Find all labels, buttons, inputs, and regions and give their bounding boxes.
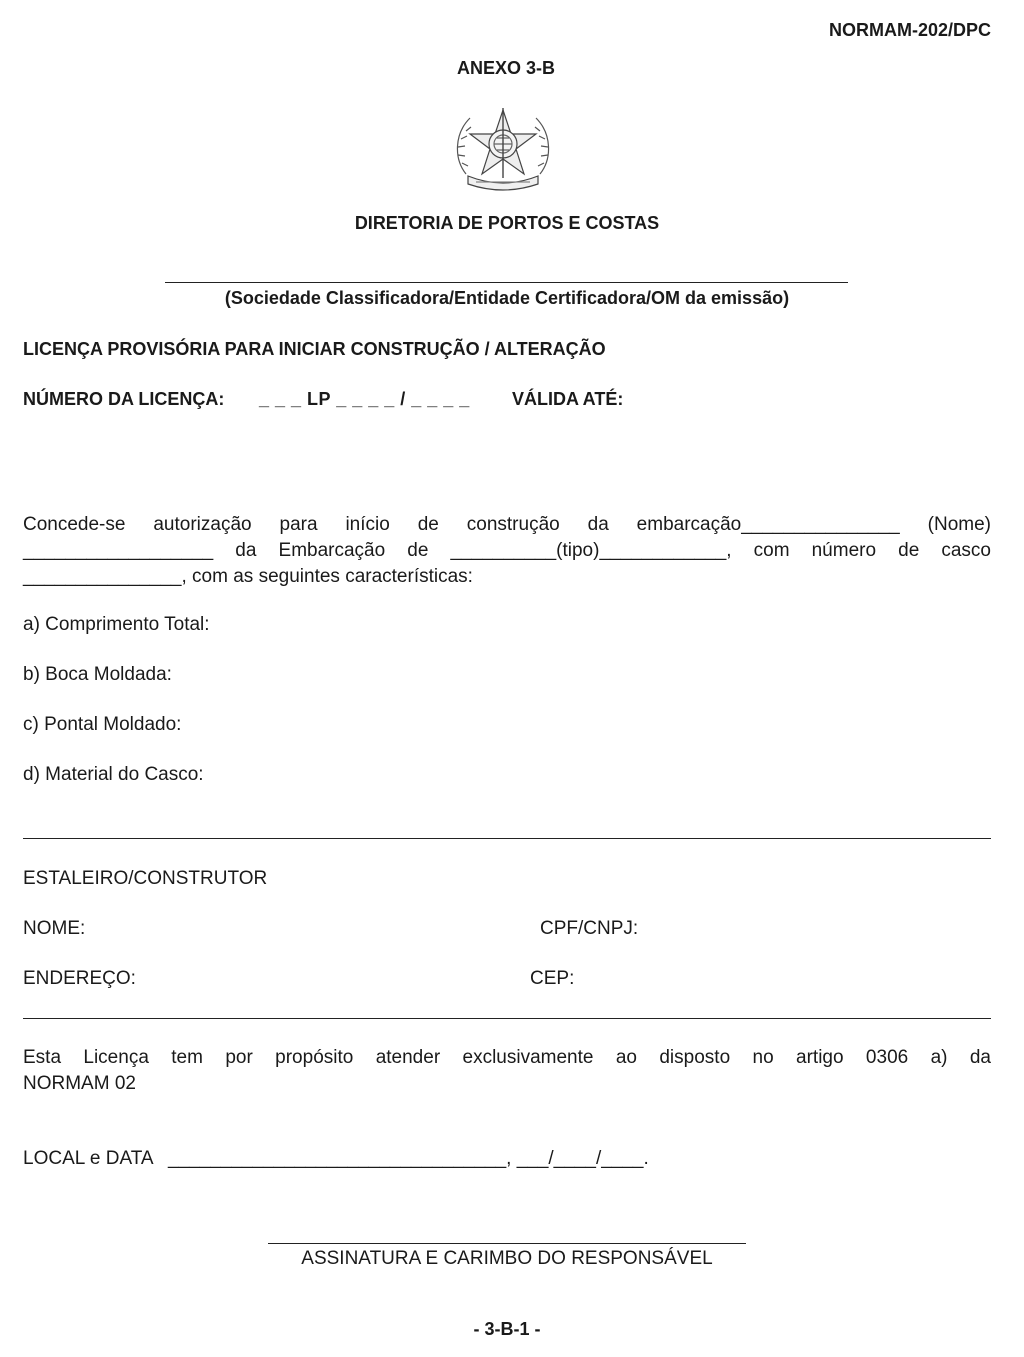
characteristic-hull-material: d) Material do Casco: bbox=[23, 764, 204, 785]
purpose-line-2: NORMAM 02 bbox=[23, 1073, 136, 1094]
section-divider bbox=[23, 838, 991, 839]
section-divider-2 bbox=[23, 1018, 991, 1019]
issuer-caption: (Sociedade Classificadora/Entidade Certificadora/OM da emissão) bbox=[224, 288, 790, 308]
authorization-line-2: __________________ da Embarcação de __________(tipo)____________, com número de casco bbox=[23, 540, 991, 561]
page-number: - 3-B-1 - bbox=[473, 1319, 541, 1339]
builder-cep-label: CEP: bbox=[530, 968, 575, 989]
coat-of-arms-seal bbox=[448, 104, 558, 194]
authorization-paragraph bbox=[23, 512, 991, 590]
license-number-format: _ _ _ LP _ _ _ _ / _ _ _ _ bbox=[259, 389, 470, 409]
authorization-line-1: Concede-se autorização para início de construção da embarcação_______________ (Nome) bbox=[23, 514, 991, 535]
characteristic-beam: b) Boca Moldada: bbox=[23, 664, 172, 685]
signature-caption: ASSINATURA E CARIMBO DO RESPONSÁVEL bbox=[301, 1248, 713, 1269]
place-date-label: LOCAL e DATA bbox=[23, 1148, 154, 1169]
place-date-blanks: ________________________________, ___/____/____. bbox=[168, 1148, 649, 1169]
characteristic-depth: c) Pontal Moldado: bbox=[23, 714, 182, 735]
builder-name-label: NOME: bbox=[23, 918, 86, 939]
signature-line bbox=[268, 1243, 746, 1244]
builder-address-label: ENDEREÇO: bbox=[23, 968, 136, 989]
document-code: NORMAM-202/DPC bbox=[828, 20, 991, 40]
builder-section-title: ESTALEIRO/CONSTRUTOR bbox=[23, 868, 268, 889]
issuer-blank-line bbox=[165, 282, 848, 283]
authorization-line-3: _______________, com as seguintes características: bbox=[23, 566, 473, 587]
purpose-line-1: Esta Licença tem por propósito atender exclusivamente ao disposto no artigo 0306 a) da bbox=[23, 1047, 991, 1068]
valid-until-label: VÁLIDA ATÉ: bbox=[512, 389, 624, 409]
characteristic-length: a) Comprimento Total: bbox=[23, 614, 210, 635]
license-number-label: NÚMERO DA LICENÇA: bbox=[23, 389, 225, 409]
directorate-title: DIRETORIA DE PORTOS E COSTAS bbox=[354, 213, 660, 233]
builder-cpf-label: CPF/CNPJ: bbox=[540, 918, 639, 939]
annex-title: ANEXO 3-B bbox=[456, 58, 555, 78]
license-title: LICENÇA PROVISÓRIA PARA INICIAR CONSTRUÇÃO / ALTERAÇÃO bbox=[23, 339, 606, 359]
purpose-paragraph bbox=[23, 1045, 991, 1097]
